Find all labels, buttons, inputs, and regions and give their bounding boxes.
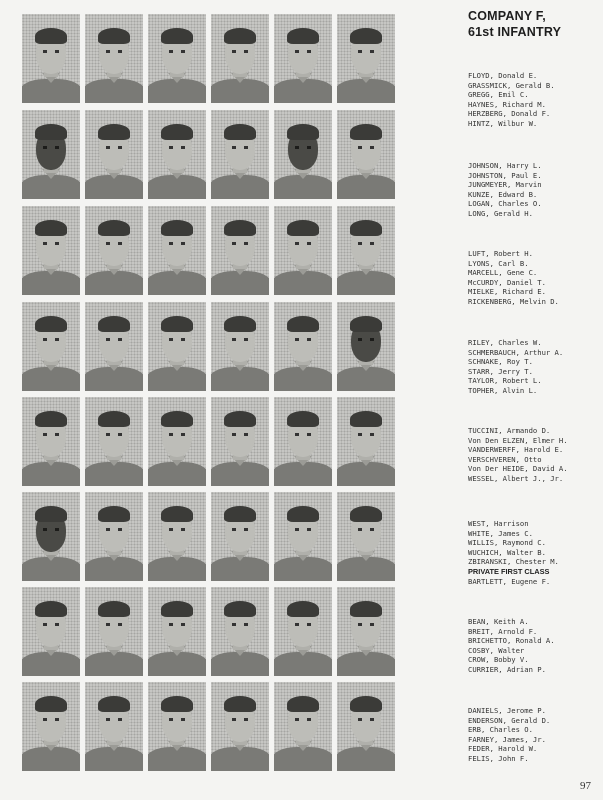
portrait-photo: [337, 206, 395, 295]
soldier-name: LYONS, Carl B.: [468, 258, 529, 268]
soldier-name: VERSCHVEREN, Otto: [468, 454, 542, 464]
portrait-photo: [337, 302, 395, 391]
portrait-photo: [85, 492, 143, 581]
page-number: 97: [580, 780, 591, 792]
portrait-photo: [148, 587, 206, 676]
portrait-photo: [337, 682, 395, 771]
soldier-name: HERZBERG, Donald F.: [468, 109, 551, 119]
soldier-name: GRASSMICK, Gerald B.: [468, 80, 555, 90]
soldier-name: GREGG, Emil C.: [468, 90, 529, 100]
portrait-photo: [22, 14, 80, 103]
soldier-name: FELIS, John F.: [468, 753, 529, 763]
soldier-name: MIELKE, Richard E.: [468, 287, 546, 297]
soldier-name: ZBIRANSKI, Chester M.: [468, 557, 559, 567]
soldier-name: LOGAN, Charles O.: [468, 199, 542, 209]
soldier-name: FARNEY, James, Jr.: [468, 734, 546, 744]
portrait-photo: [211, 587, 269, 676]
photo-grid: [22, 14, 402, 776]
portrait-photo: [337, 14, 395, 103]
name-block: [468, 249, 600, 307]
portrait-photo: [274, 302, 332, 391]
soldier-name: HINTZ, Wilbur W.: [468, 118, 538, 128]
name-block: [468, 706, 600, 764]
portrait-photo: [337, 397, 395, 486]
portrait-photo: [274, 110, 332, 199]
rank-heading: PRIVATE FIRST CLASS: [468, 566, 550, 576]
soldier-name: TUCCINI, Armando D.: [468, 426, 551, 435]
soldier-name: FEDER, Harold W.: [468, 744, 538, 754]
portrait-photo: [211, 110, 269, 199]
unit-title: 61st INFANTRY: [468, 25, 562, 39]
portrait-photo: [211, 206, 269, 295]
soldier-name: ERB, Charles O.: [468, 725, 533, 735]
portrait-photo: [211, 14, 269, 103]
portrait-photo: [22, 587, 80, 676]
soldier-name: MARCELL, Gene C.: [468, 268, 538, 278]
soldier-name: HAYNES, Richard M.: [468, 99, 546, 109]
soldier-name: LONG, Gerald H.: [468, 208, 533, 218]
soldier-name: CURRIER, Adrian P.: [468, 664, 546, 674]
portrait-photo: [274, 397, 332, 486]
portrait-photo: [22, 397, 80, 486]
soldier-name: WEST, Harrison: [468, 519, 529, 528]
soldier-name: SCHMERBAUCH, Arthur A.: [468, 347, 564, 357]
soldier-name: RILEY, Charles W.: [468, 338, 542, 347]
soldier-name: WHITE, James C.: [468, 528, 533, 538]
portrait-photo: [337, 492, 395, 581]
soldier-name: COSBY, Walter: [468, 645, 525, 655]
soldier-name: VANDERWERFF, Harold E.: [468, 445, 564, 455]
soldier-name: LUFT, Robert H.: [468, 249, 533, 258]
portrait-photo: [274, 14, 332, 103]
portrait-photo: [22, 682, 80, 771]
portrait-photo: [211, 682, 269, 771]
soldier-name: Von Der HEIDE, David A.: [468, 464, 568, 474]
soldier-name: Von Den ELZEN, Elmer H.: [468, 435, 568, 445]
name-block: [468, 426, 600, 484]
portrait-photo: [85, 397, 143, 486]
portrait-photo: [85, 14, 143, 103]
portrait-photo: [85, 682, 143, 771]
portrait-photo: [148, 110, 206, 199]
soldier-name: SCHNAKE, Roy T.: [468, 357, 533, 367]
portrait-photo: [148, 682, 206, 771]
portrait-photo: [337, 587, 395, 676]
portrait-photo: [148, 397, 206, 486]
portrait-photo: [211, 302, 269, 391]
portrait-photo: [211, 397, 269, 486]
soldier-name: McCURDY, Daniel T.: [468, 277, 546, 287]
portrait-photo: [85, 302, 143, 391]
company-title: COMPANY F,: [468, 9, 546, 23]
name-block: [468, 617, 600, 675]
soldier-name: KUNZE, Edward B.: [468, 189, 538, 199]
name-block: [468, 519, 600, 586]
soldier-name: STARR, Jerry T.: [468, 366, 533, 376]
soldier-name: BARTLETT, Eugene F.: [468, 576, 551, 586]
portrait-photo: [274, 206, 332, 295]
portrait-photo: [148, 492, 206, 581]
soldier-name: JOHNSON, Harry L.: [468, 161, 542, 170]
portrait-photo: [148, 14, 206, 103]
name-block: [468, 161, 600, 219]
portrait-photo: [274, 587, 332, 676]
soldier-name: WESSEL, Albert J., Jr.: [468, 473, 564, 483]
portrait-photo: [22, 110, 80, 199]
soldier-name: JUNGMEYER, Marvin: [468, 180, 542, 190]
portrait-photo: [22, 206, 80, 295]
soldier-name: FLOYD, Donald E.: [468, 71, 538, 80]
portrait-photo: [85, 206, 143, 295]
portrait-photo: [85, 587, 143, 676]
portrait-photo: [274, 682, 332, 771]
portrait-photo: [148, 302, 206, 391]
soldier-name: CROW, Bobby V.: [468, 655, 529, 665]
soldier-name: TAYLOR, Robert L.: [468, 376, 542, 386]
portrait-photo: [148, 206, 206, 295]
portrait-photo: [22, 302, 80, 391]
soldier-name: ENDERSON, Gerald D.: [468, 715, 551, 725]
soldier-name: RICKENBERG, Melvin D.: [468, 296, 559, 306]
portrait-photo: [211, 492, 269, 581]
roster-header: [468, 8, 596, 40]
soldier-name: TOPHER, Alvin L.: [468, 385, 538, 395]
portrait-photo: [85, 110, 143, 199]
soldier-name: BEAN, Keith A.: [468, 617, 529, 626]
soldier-name: WUCHICH, Walter B.: [468, 547, 546, 557]
name-block: [468, 338, 600, 396]
portrait-photo: [274, 492, 332, 581]
soldier-name: BREIT, Arnold F.: [468, 626, 538, 636]
name-block: [468, 71, 600, 129]
portrait-photo: [337, 110, 395, 199]
soldier-name: JOHNSTON, Paul E.: [468, 170, 542, 180]
soldier-name: BRICHETTO, Ronald A.: [468, 636, 555, 646]
portrait-photo: [22, 492, 80, 581]
soldier-name: DANIELS, Jerome P.: [468, 706, 546, 715]
soldier-name: WILLIS, Raymond C.: [468, 538, 546, 548]
